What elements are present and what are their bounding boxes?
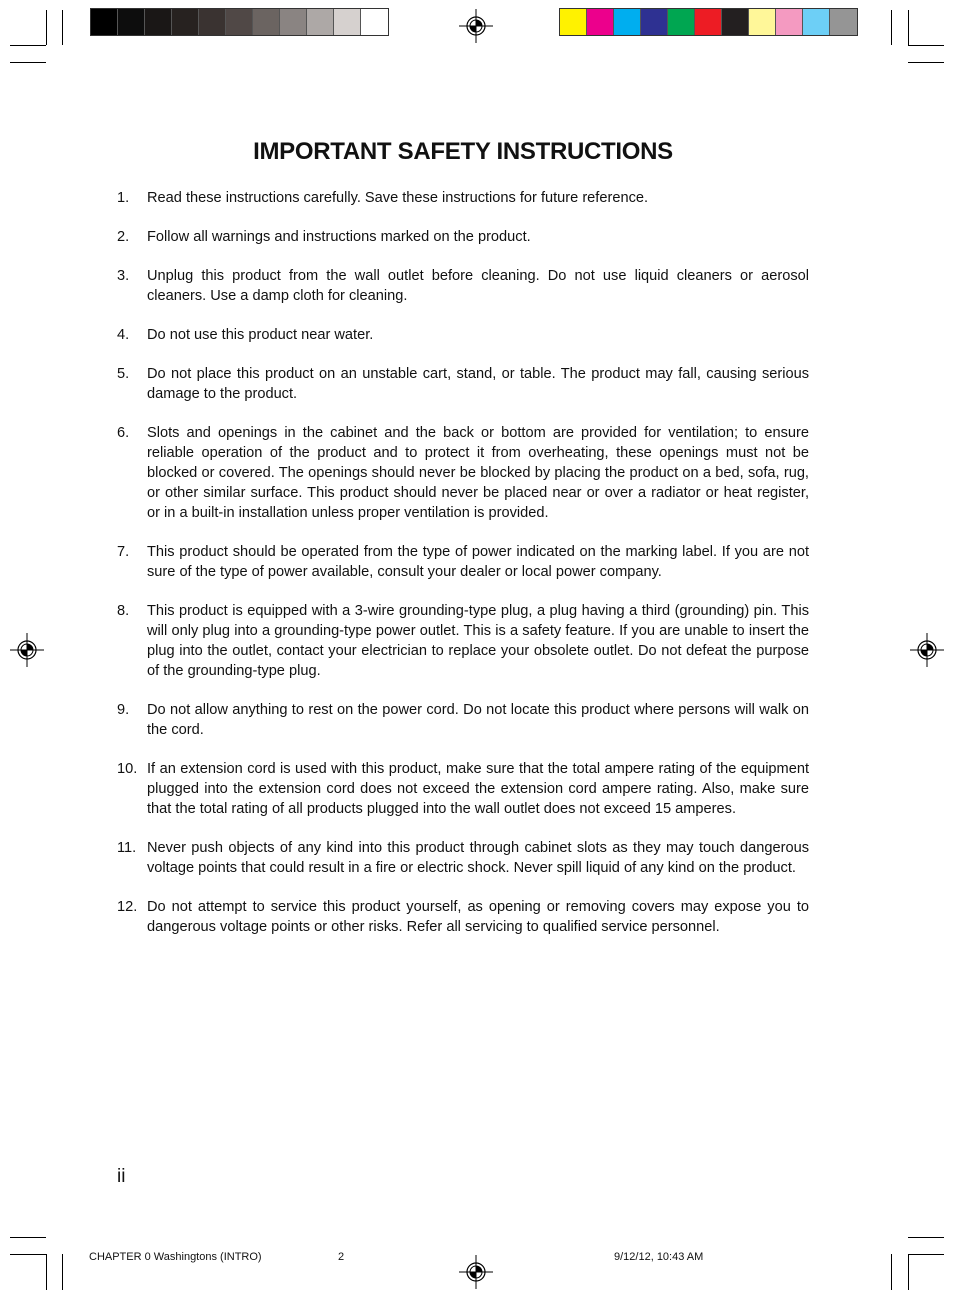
footer-file-name: CHAPTER 0 Washingtons (INTRO)	[89, 1251, 262, 1263]
list-item	[117, 423, 809, 523]
crop-mark	[908, 1237, 944, 1238]
color-swatch	[749, 9, 776, 35]
item-number: 4.	[117, 327, 130, 343]
crop-mark	[10, 1237, 46, 1238]
page-number: ii	[117, 1166, 126, 1187]
item-number: 6.	[117, 425, 130, 441]
item-text: Do not attempt to service this product yourself, as opening or removing covers may expose you to dangerous voltage points or other risks. Refer all servicing to qualified service personnel.	[147, 899, 809, 935]
item-text: Do not use this product near water.	[147, 327, 374, 343]
list-item	[117, 601, 809, 681]
item-number: 2.	[117, 229, 130, 245]
color-swatch	[280, 9, 307, 35]
list-item	[117, 838, 809, 878]
item-text: Unplug this product from the wall outlet before cleaning. Do not use liquid cleaners or aerosol cleaners. Use a damp cloth for cleaning.	[147, 268, 809, 304]
color-swatch	[199, 9, 226, 35]
crop-mark	[908, 10, 909, 45]
item-number: 1.	[117, 190, 130, 206]
item-text: Read these instructions carefully. Save these instructions for future reference.	[147, 190, 649, 206]
color-swatch	[560, 9, 587, 35]
crop-mark	[62, 10, 63, 45]
color-swatch	[118, 9, 145, 35]
crop-mark	[46, 10, 47, 45]
registration-mark-icon	[910, 633, 944, 667]
color-swatch	[587, 9, 614, 35]
registration-mark-icon	[459, 1255, 493, 1289]
page-title: IMPORTANT SAFETY INSTRUCTIONS	[253, 138, 673, 165]
process-color-bar	[559, 8, 858, 36]
registration-mark-icon	[10, 633, 44, 667]
crop-mark	[46, 1254, 47, 1290]
list-item	[117, 227, 809, 247]
footer-page: 2	[338, 1251, 345, 1263]
list-item	[117, 542, 809, 582]
item-text: Do not allow anything to rest on the power cord. Do not locate this product where persons will walk on the cord.	[147, 702, 809, 738]
item-text: Slots and openings in the cabinet and the back or bottom are provided for ventilation; to ensure reliable operation of the product and to protect it from overheating, these openings must not be blocked or covered. The openings should never be blocked by placing the product on a bed, sofa, rug, or other similar surface. This product should never be placed near or over a radiator or heat register, or in a built-in installation unless proper ventilation is provided.	[147, 425, 809, 521]
item-number: 8.	[117, 603, 130, 619]
item-text: This product is equipped with a 3-wire grounding-type plug, a plug having a third (grounding) pin. This will only plug into a grounding-type power outlet. This is a safety feature. If you are unable to insert the plug into the outlet, contact your electrician to replace your obsolete outlet. Do not defeat the purpose of the grounding-type plug.	[147, 603, 809, 679]
color-swatch	[803, 9, 830, 35]
item-text: Never push objects of any kind into this product through cabinet slots as they may touch dangerous voltage points that could result in a fire or electric shock. Never spill liquid of any kind on the product.	[147, 840, 809, 876]
item-text: If an extension cord is used with this product, make sure that the total ampere rating of the equipment plugged into the extension cord does not exceed the extension cord ampere rating. Also, make sure that the total rating of all products plugged into the wall outlet does not exceed 15 amperes.	[147, 761, 809, 817]
color-swatch	[226, 9, 253, 35]
item-number: 7.	[117, 544, 130, 560]
list-item	[117, 266, 809, 306]
list-item	[117, 188, 809, 208]
registration-mark-icon	[459, 9, 493, 43]
item-text: Do not place this product on an unstable cart, stand, or table. The product may fall, causing serious damage to the product.	[147, 366, 809, 402]
color-swatch	[91, 9, 118, 35]
color-swatch	[307, 9, 334, 35]
item-number: 10.	[117, 761, 138, 777]
color-swatch	[722, 9, 749, 35]
list-item	[117, 364, 809, 404]
color-swatch	[641, 9, 668, 35]
color-swatch	[253, 9, 280, 35]
item-number: 3.	[117, 268, 130, 284]
item-text: Follow all warnings and instructions marked on the product.	[147, 229, 531, 245]
list-item	[117, 325, 809, 345]
list-item	[117, 759, 809, 819]
footer-timestamp: 9/12/12, 10:43 AM	[614, 1251, 704, 1263]
color-swatch	[614, 9, 641, 35]
color-swatch	[668, 9, 695, 35]
color-swatch	[830, 9, 857, 35]
color-swatch	[695, 9, 722, 35]
item-number: 5.	[117, 366, 130, 382]
color-swatch	[172, 9, 199, 35]
crop-mark	[10, 45, 46, 46]
grayscale-color-bar	[90, 8, 389, 36]
color-swatch	[776, 9, 803, 35]
crop-mark	[908, 45, 944, 46]
crop-mark	[891, 10, 892, 45]
list-item	[117, 897, 809, 937]
crop-mark	[908, 1254, 944, 1255]
crop-mark	[908, 1254, 909, 1290]
crop-mark	[908, 62, 944, 63]
list-item	[117, 700, 809, 740]
safety-instructions-list	[117, 188, 809, 956]
crop-mark	[10, 1254, 46, 1255]
item-number: 11.	[117, 840, 137, 856]
item-text: This product should be operated from the type of power indicated on the marking label. If you are not sure of the type of power available, consult your dealer or local power company.	[147, 544, 809, 580]
color-swatch	[145, 9, 172, 35]
color-swatch	[334, 9, 361, 35]
item-number: 9.	[117, 702, 130, 718]
crop-mark	[10, 62, 46, 63]
item-number: 12.	[117, 899, 138, 915]
crop-mark	[62, 1254, 63, 1290]
color-swatch	[361, 9, 388, 35]
crop-mark	[891, 1254, 892, 1290]
